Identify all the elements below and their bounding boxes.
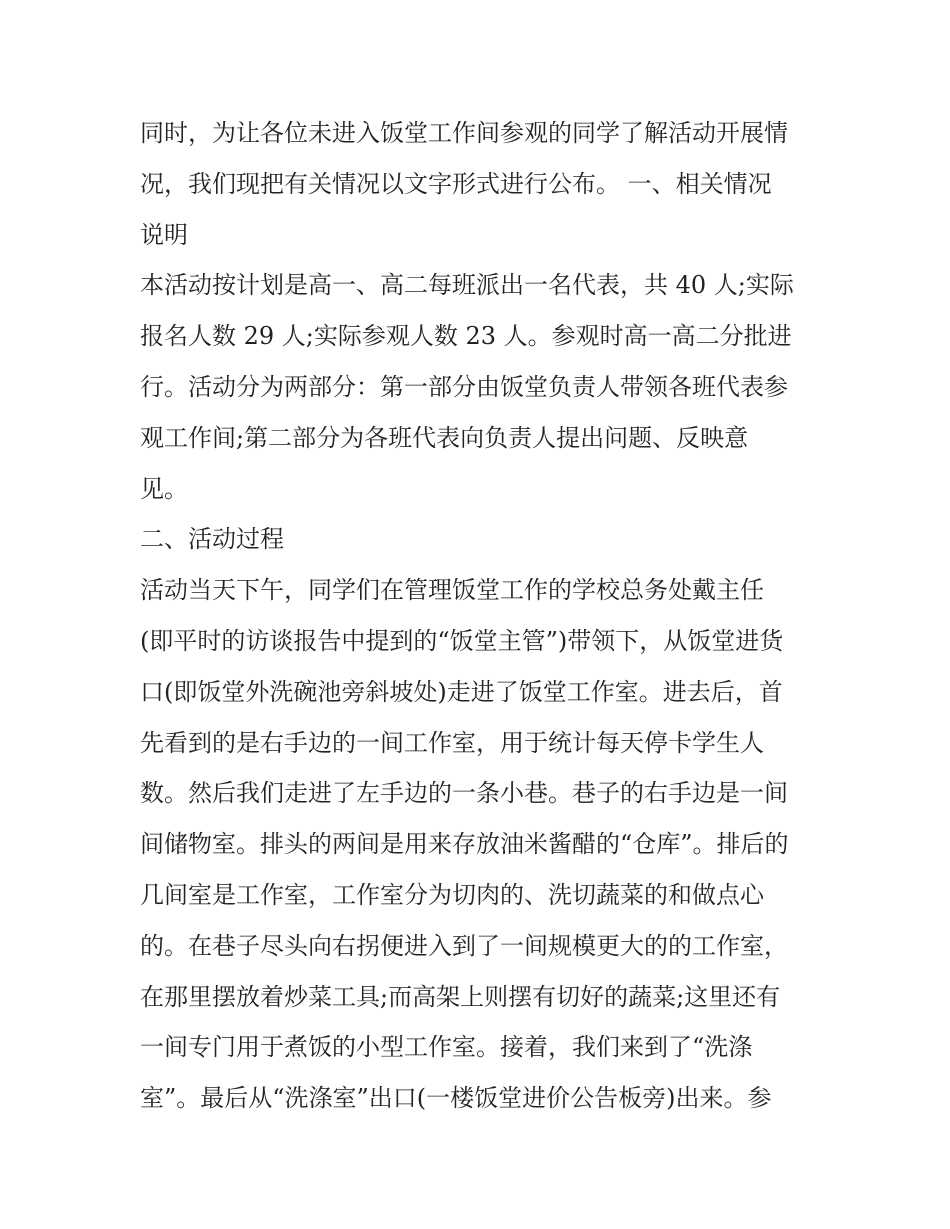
text-line: 室”。最后从“洗涤室”出口(一楼饭堂进价公告板旁)出来。参 xyxy=(140,1084,772,1113)
text-line: 数。然后我们走进了左手边的一条小巷。巷子的右手边是一间 xyxy=(140,779,788,808)
text-line: 同时，为让各位未进入饭堂工作间参观的同学了解活动开展情 xyxy=(140,119,788,147)
text-line: (即平时的访谈报告中提到的“饭堂主管”)带领下，从饭堂进货 xyxy=(140,626,784,655)
text-line: 一间专门用于煮饭的小型工作室。接着，我们来到了“洗涤 xyxy=(140,1033,753,1062)
text-line: 本活动按计划是高一、高二每班派出一名代表，共 40 人;实际 xyxy=(140,271,794,300)
text-line: 活动当天下午，同学们在管理饭堂工作的学校总务处戴主任 xyxy=(140,576,764,605)
text-line: 的。在巷子尽头向右拐便进入到了一间规模更大的的工作室， xyxy=(140,931,788,960)
text-line: 在那里摆放着炒菜工具;而高架上则摆有切好的蔬菜;这里还有 xyxy=(140,982,781,1011)
text-line: 间储物室。排头的两间是用来存放油米酱醋的“仓库”。排后的 xyxy=(140,830,789,859)
section-heading: 二、活动过程 xyxy=(140,525,284,554)
text-line: 见。 xyxy=(140,474,188,503)
text-line: 说明 xyxy=(140,220,188,249)
text-line: 观工作间;第二部分为各班代表向负责人提出问题、反映意 xyxy=(140,423,749,452)
text-line: 几间室是工作室，工作室分为切肉的、洗切蔬菜的和做点心 xyxy=(140,880,764,909)
text-line: 口(即饭堂外洗碗池旁斜坡处)走进了饭堂工作室。进去后，首 xyxy=(140,677,783,706)
text-line: 行。活动分为两部分：第一部分由饭堂负责人带领各班代表参 xyxy=(140,372,788,401)
text-line: 先看到的是右手边的一间工作室，用于统计每天停卡学生人 xyxy=(140,728,764,757)
body-text xyxy=(140,108,820,1124)
text-line: 况，我们现把有关情况以文字形式进行公布。 一、相关情况 xyxy=(140,169,772,198)
text-line: 报名人数 29 人;实际参观人数 23 人。参观时高一高二分批进 xyxy=(140,322,792,351)
